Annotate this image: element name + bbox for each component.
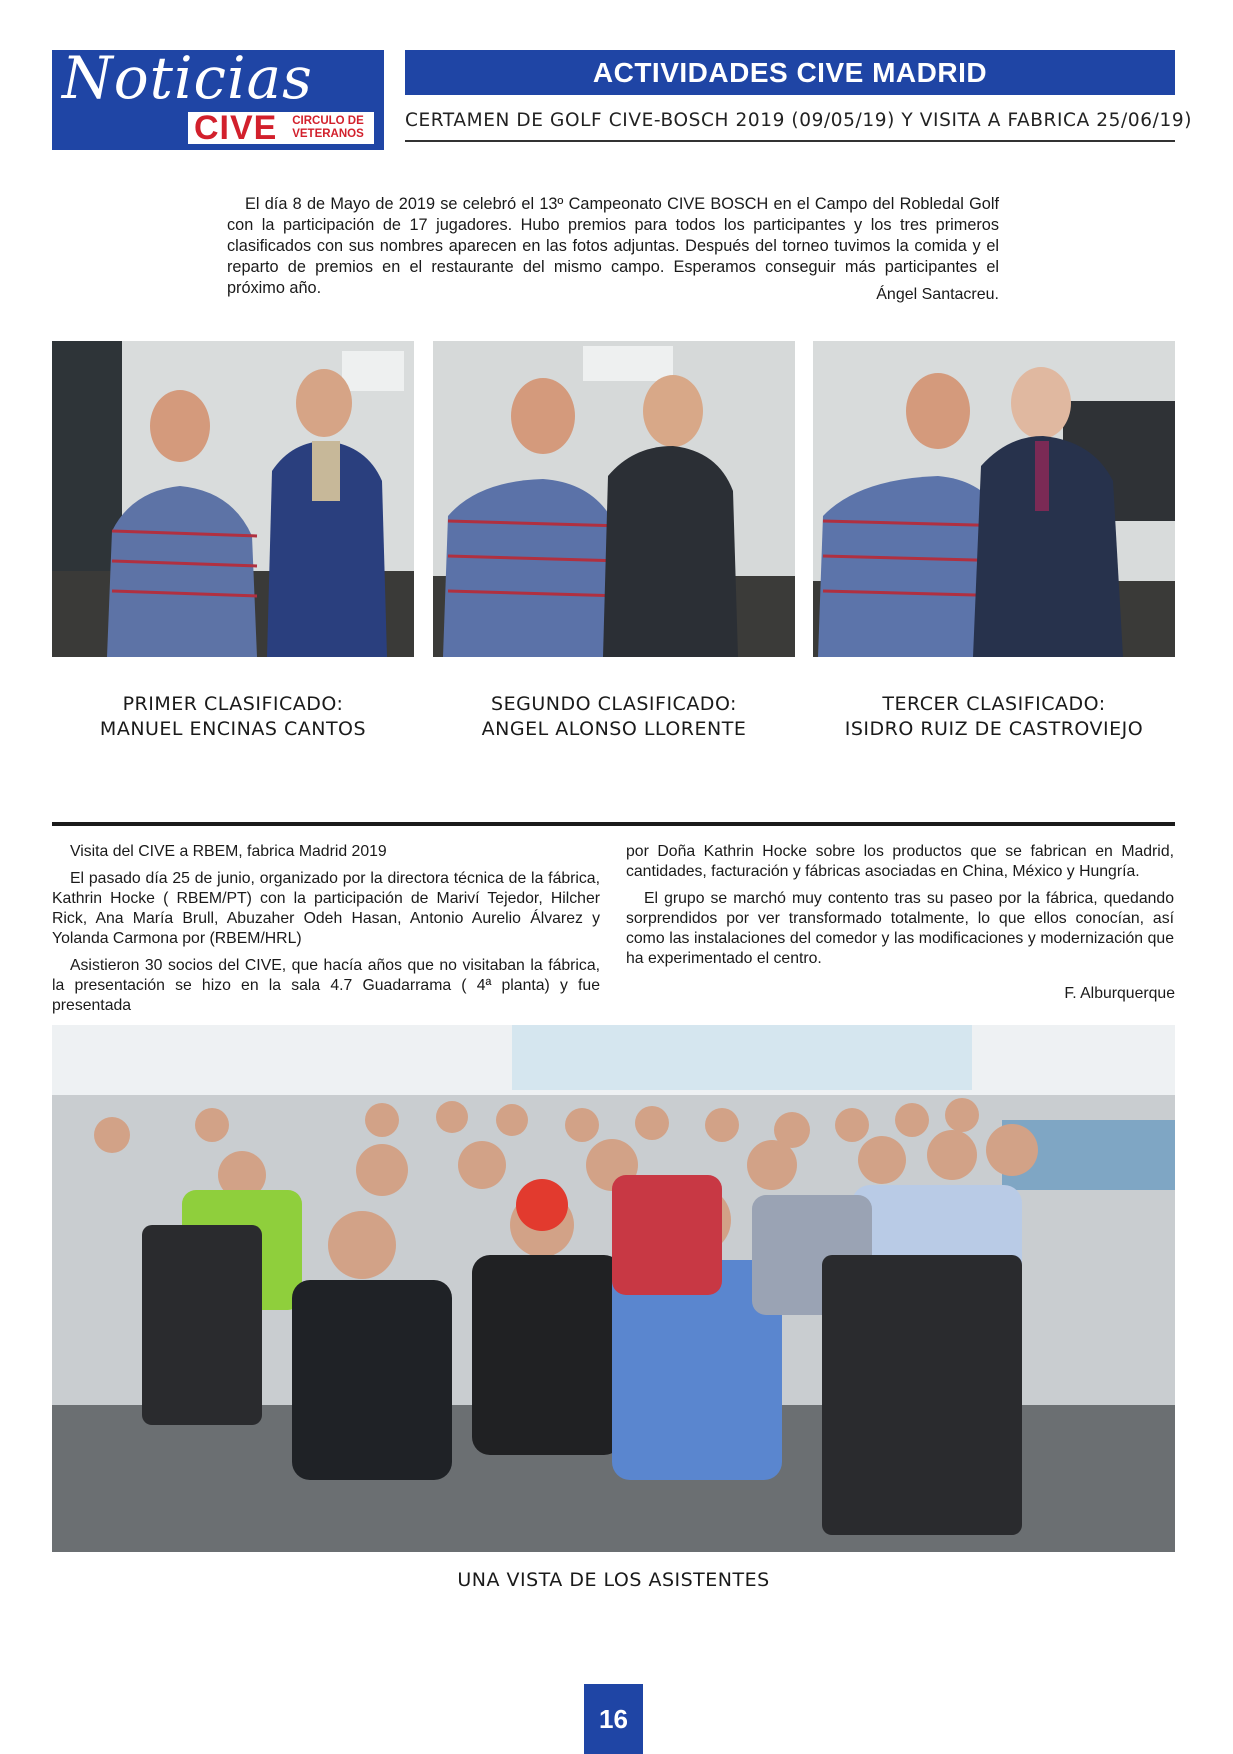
visit-paragraph-3: por Doña Kathrin Hocke sobre los productos que se fabrican en Madrid, cantidades, facturación y fábricas asociadas en China, México y Hungría. — [626, 843, 1174, 880]
logo-subtitle — [284, 115, 372, 141]
section-divider — [52, 822, 1175, 826]
caption-name: ISIDRO RUIZ DE CASTROVIEJO — [844, 718, 1144, 740]
section-title: ACTIVIDADES CIVE MADRID — [405, 50, 1175, 95]
caption-name: ANGEL ALONSO LLORENTE — [481, 718, 747, 740]
photo-first-place — [52, 341, 414, 657]
caption-second-place — [433, 692, 795, 742]
caption-place: SEGUNDO CLASIFICADO: — [491, 693, 737, 715]
logo-cive: CIVE — [194, 109, 278, 147]
visit-column-right — [626, 842, 1174, 976]
photo-second-place — [433, 341, 795, 657]
caption-attendees: UNA VISTA DE LOS ASISTENTES — [457, 1569, 770, 1591]
section-subtitle: CERTAMEN DE GOLF CIVE-BOSCH 2019 (09/05/19) Y VISITA A FABRICA 25/06/19) — [405, 110, 1193, 131]
page-number: 16 — [584, 1684, 643, 1754]
visit-heading: Visita del CIVE a RBEM, fabrica Madrid 2019 — [70, 843, 387, 860]
visit-paragraph-1: El pasado día 25 de junio, organizado por la directora técnica de la fábrica, Kathrin Hocke ( RBEM/PT) con la participación de Mariví Tejedor, Hilcher Rick, Ana María Brull, Abuzaher Odeh Hasan, Antonio Aurelio Álvarez y Yolanda Carmona por (RBEM/HRL) — [52, 870, 600, 947]
header-divider — [405, 140, 1175, 142]
visit-signature: F. Alburquerque — [1064, 985, 1175, 1002]
intro-signature: Ángel Santacreu. — [876, 286, 999, 303]
caption-name: MANUEL ENCINAS CANTOS — [99, 718, 367, 740]
caption-first-place — [52, 692, 414, 742]
caption-place: TERCER CLASIFICADO: — [882, 693, 1106, 715]
caption-place: PRIMER CLASIFICADO: — [122, 693, 344, 715]
visit-paragraph-2: Asistieron 30 socios del CIVE, que hacía años que no visitaban la fábrica, la presentación se hizo en la sala 4.7 Guadarrama ( 4ª planta) y fue presentada — [52, 957, 600, 1014]
logo-badge — [188, 109, 374, 147]
intro-paragraph — [227, 194, 999, 299]
newsletter-logo — [52, 44, 384, 150]
visit-column-left — [52, 842, 600, 1023]
visit-paragraph-4: El grupo se marchó muy contento tras su paseo por la fábrica, quedando sorprendidos por ver transformado totalmente, lo que ellos conocían, así como las instalaciones del comedor y las modificaciones y modernización que ha experimentado el centro. — [626, 890, 1174, 967]
logo-sub-line-1: CIRCULO DE — [292, 115, 364, 127]
caption-third-place — [813, 692, 1175, 742]
logo-wordmark: Noticias — [62, 44, 313, 112]
photo-attendees — [52, 1025, 1175, 1552]
intro-text: El día 8 de Mayo de 2019 se celebró el 13º Campeonato CIVE BOSCH en el Campo del Robledal Golf con la participación de 17 jugadores. Hubo premios para todos los participantes y los tres primeros clasificados con sus nombres aparecen en las fotos adjuntas. Después del torneo tuvimos la comida y el reparto de premios en el restaurante del mismo campo. Esperamos conseguir más participantes el próximo año. — [227, 195, 999, 297]
logo-sub-line-2: VETERANOS — [292, 128, 364, 140]
photo-third-place — [813, 341, 1175, 657]
